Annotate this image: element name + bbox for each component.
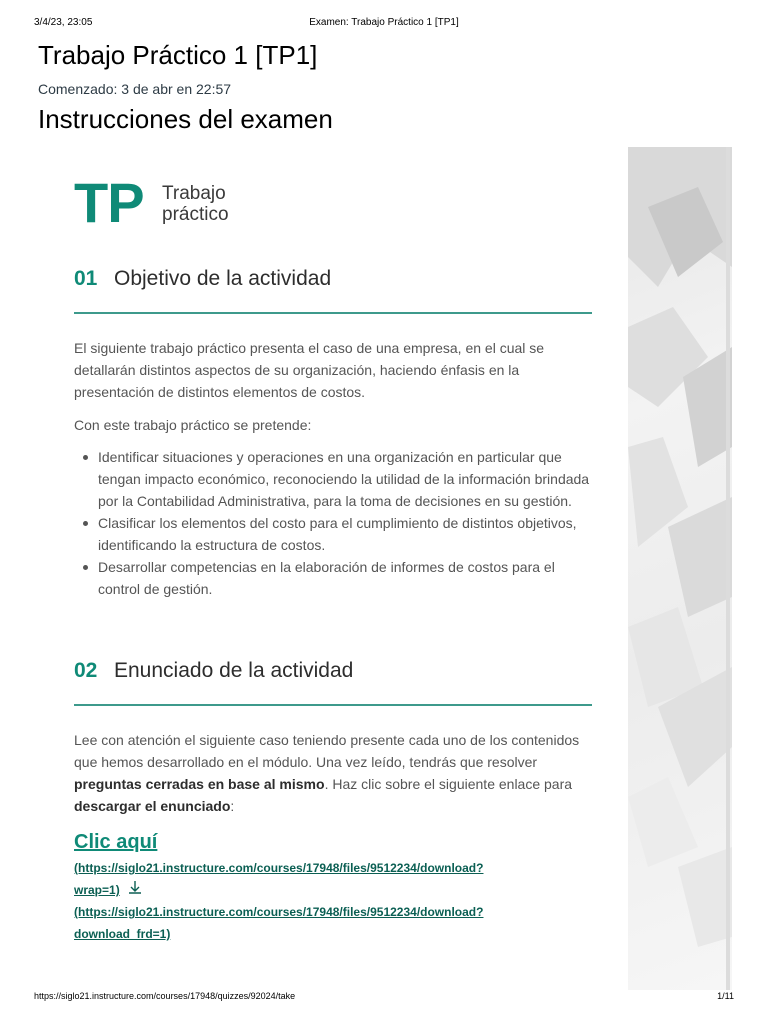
objetivo-intro: El siguiente trabajo práctico presenta el caso de una empresa, en el cual se detallarán distintos aspectos de su organización, haciendo énfasis en la presentación de distintos elementos de costos. bbox=[74, 340, 545, 400]
download-link[interactable]: Clic aquí bbox=[74, 831, 158, 853]
download-icon[interactable] bbox=[128, 879, 142, 901]
list-item: Identificar situaciones y operaciones en una organización en particular que tengan impacto económico, reconociendo la utilidad de la información brindada por la Contabilidad Administrativa, para la toma de decisiones en su gestión. bbox=[74, 446, 594, 512]
url-1-line-2[interactable]: wrap=1) bbox=[74, 883, 120, 897]
list-item: Clasificar los elementos del costo para el cumplimiento de distintos objetivos, identificando la estructura de costos. bbox=[74, 512, 594, 556]
section-divider bbox=[74, 704, 592, 706]
quiz-started-timestamp: Comenzado: 3 de abr en 22:57 bbox=[38, 81, 232, 97]
section-divider bbox=[74, 312, 592, 314]
list-item: Desarrollar competencias en la elaboración de informes de costos para el control de gestión. bbox=[74, 556, 594, 600]
enunciado-text-3: : bbox=[230, 798, 235, 814]
objetivo-lead: Con este trabajo práctico se pretende: bbox=[74, 417, 312, 433]
instructions-heading: Instrucciones del examen bbox=[38, 104, 333, 134]
section-number: 02 bbox=[74, 659, 98, 682]
enunciado-bold-1: preguntas cerradas en base al mismo bbox=[74, 776, 325, 792]
enunciado-paragraph bbox=[74, 729, 594, 817]
section-number: 01 bbox=[74, 267, 98, 290]
enunciado-text-1: Lee con atención el siguiente caso teniendo presente cada uno de los contenidos que hemos desarrollado en el módulo. Una vez leído, tendrás que resolver bbox=[74, 732, 580, 770]
print-date: 3/4/23, 23:05 bbox=[34, 17, 93, 28]
instructions-content bbox=[38, 147, 732, 990]
tp-logo-line2: práctico bbox=[162, 204, 229, 225]
tp-logo-line1: Trabajo bbox=[162, 183, 226, 204]
print-doc-title: Examen: Trabajo Práctico 1 [TP1] bbox=[309, 17, 459, 28]
section-title: Enunciado de la actividad bbox=[114, 659, 354, 682]
tp-logo-text bbox=[162, 183, 229, 225]
print-footer bbox=[34, 991, 734, 1005]
print-page-number: 1/11 bbox=[717, 991, 734, 1001]
url-2-line-1[interactable]: (https://siglo21.instructure.com/courses/17948/files/9512234/download? bbox=[74, 905, 484, 919]
objetivo-list bbox=[74, 446, 594, 600]
quiz-title: Trabajo Práctico 1 [TP1] bbox=[38, 40, 318, 70]
decorative-side-image bbox=[628, 147, 732, 990]
download-urls bbox=[74, 857, 594, 945]
section-title: Objetivo de la actividad bbox=[114, 267, 332, 290]
url-2-line-2[interactable]: download_frd=1) bbox=[74, 927, 171, 941]
enunciado-bold-2: descargar el enunciado bbox=[74, 798, 231, 814]
tp-logo-mark: TP bbox=[74, 171, 144, 234]
print-url: https://siglo21.instructure.com/courses/17948/quizzes/92024/take bbox=[34, 991, 296, 1001]
side-image-edge bbox=[726, 147, 730, 990]
print-header bbox=[34, 17, 734, 31]
url-1-line-1[interactable]: (https://siglo21.instructure.com/courses/17948/files/9512234/download? bbox=[74, 861, 484, 875]
enunciado-text-2: . Haz clic sobre el siguiente enlace para bbox=[324, 776, 573, 792]
